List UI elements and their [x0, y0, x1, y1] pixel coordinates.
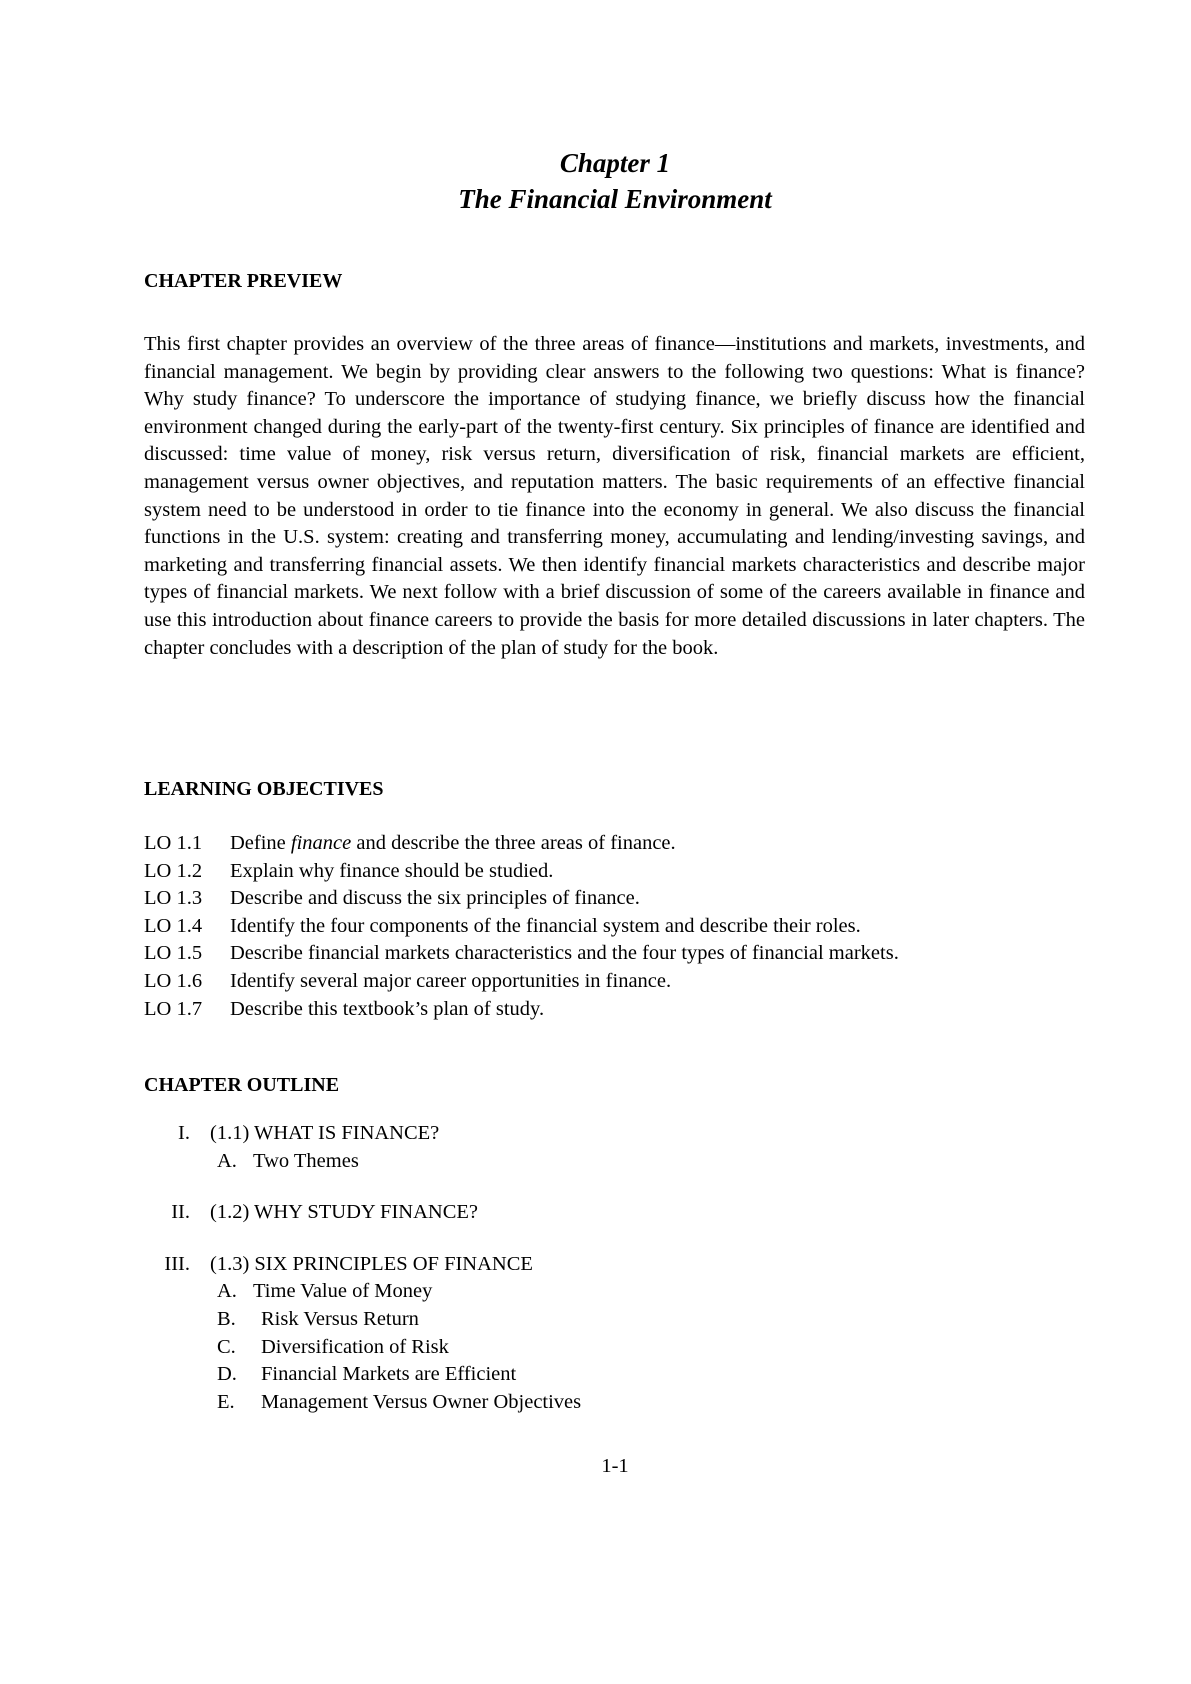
outline-subsection-title: Two Themes	[253, 1149, 359, 1172]
chapter-preview-heading: CHAPTER PREVIEW	[144, 270, 343, 292]
outline-subsection-title: Time Value of Money	[253, 1280, 433, 1303]
outline-section-numeral: III.	[164, 1252, 190, 1275]
learning-objective-text: Describe this textbook’s plan of study.	[230, 997, 545, 1020]
learning-objective	[144, 885, 899, 913]
outline-subsection	[217, 1278, 432, 1306]
learning-objective-code: LO 1.7	[144, 997, 203, 1020]
learning-objective	[144, 996, 899, 1024]
outline-subsection-title: Diversification of Risk	[261, 1335, 449, 1358]
learning-objective-text: Describe and discuss the six principles of finance.	[230, 887, 640, 910]
chapter-preview-text: This first chapter provides an overview of the three areas of finance—institutions and markets, investments, and financial management. We begin by providing clear answers to the following two questions: What is finance? Why study finance? To underscore the importance of studying finance, we briefly discuss how the financial environment changed during the early-part of the twenty-first century. Six principles of finance are identified and discussed: time value of money, risk versus return, diversification of risk, financial markets are efficient, management versus owner objectives, and reputation matters. The basic requirements of an effective financial system need to be understood in order to tie finance into the economy in general. We also discuss the financial functions in the U.S. system: creating and transferring money, accumulating and lending/investing savings, and marketing and transferring financial assets. We then identify financial markets characteristics and describe major types of financial markets. We next follow with a brief discussion of some of the careers available in finance and use this introduction about finance careers to provide the basis for more detailed discussions in later chapters. The chapter concludes with a description of the plan of study for the book.	[144, 333, 1085, 659]
learning-objective	[144, 858, 899, 886]
outline-subsection-letter: E.	[217, 1390, 235, 1413]
outline-section-title: (1.3) SIX PRINCIPLES OF FINANCE	[210, 1252, 533, 1275]
learning-objective-text-cont: and describe the three areas of finance.	[351, 832, 676, 854]
outline-subsection-letter: A.	[217, 1280, 237, 1303]
outline-subsection-title: Financial Markets are Efficient	[261, 1363, 517, 1386]
outline-subsection	[217, 1334, 449, 1362]
learning-objective-code: LO 1.2	[144, 859, 203, 882]
outline-subsection-letter: B.	[217, 1308, 236, 1330]
learning-objective	[144, 913, 899, 941]
learning-objectives-list	[144, 830, 899, 1023]
outline-section-title: (1.2) WHY STUDY FINANCE?	[210, 1201, 478, 1224]
learning-objectives-heading: LEARNING OBJECTIVES	[144, 778, 384, 800]
learning-objective-text: Define	[230, 832, 291, 854]
outline-section-numeral: I.	[178, 1122, 190, 1144]
learning-objective-text: Describe financial markets characteristics and the four types of financial markets.	[230, 942, 899, 965]
chapter-title: The Financial Environment	[458, 184, 772, 214]
page-number: 1-1	[601, 1455, 629, 1477]
outline-section-numeral: II.	[171, 1201, 190, 1224]
learning-objective-code: LO 1.5	[144, 942, 203, 965]
outline-subsection	[217, 1148, 359, 1176]
learning-objective-text: Identify the four components of the financial system and describe their roles.	[230, 914, 861, 937]
outline-subsection	[217, 1361, 516, 1389]
learning-objective	[144, 830, 899, 858]
learning-objective-text: Explain why finance should be studied.	[230, 859, 554, 882]
learning-objective-code: LO 1.3	[144, 887, 203, 910]
learning-objective-code: LO 1.6	[144, 969, 203, 992]
outline-subsection-letter: A.	[217, 1149, 237, 1172]
chapter-number: Chapter 1	[559, 148, 671, 178]
outline-subsection	[217, 1389, 581, 1417]
outline-subsection-title: Management Versus Owner Objectives	[261, 1390, 582, 1413]
learning-objective	[144, 940, 899, 968]
outline-subsection	[217, 1306, 419, 1334]
chapter-outline-heading: CHAPTER OUTLINE	[144, 1074, 340, 1096]
outline-subsection-letter: D.	[217, 1363, 237, 1386]
outline-subsection-letter: C.	[217, 1335, 236, 1358]
learning-objective-code: LO 1.1	[144, 832, 203, 854]
learning-objective-text: Identify several major career opportunities in finance.	[230, 969, 672, 992]
outline-subsection-title: Risk Versus Return	[261, 1308, 419, 1330]
learning-objective	[144, 968, 899, 996]
outline-section-title: (1.1) WHAT IS FINANCE?	[210, 1122, 440, 1144]
learning-objective-code: LO 1.4	[144, 914, 203, 937]
learning-objective-emphasis: finance	[290, 832, 352, 854]
